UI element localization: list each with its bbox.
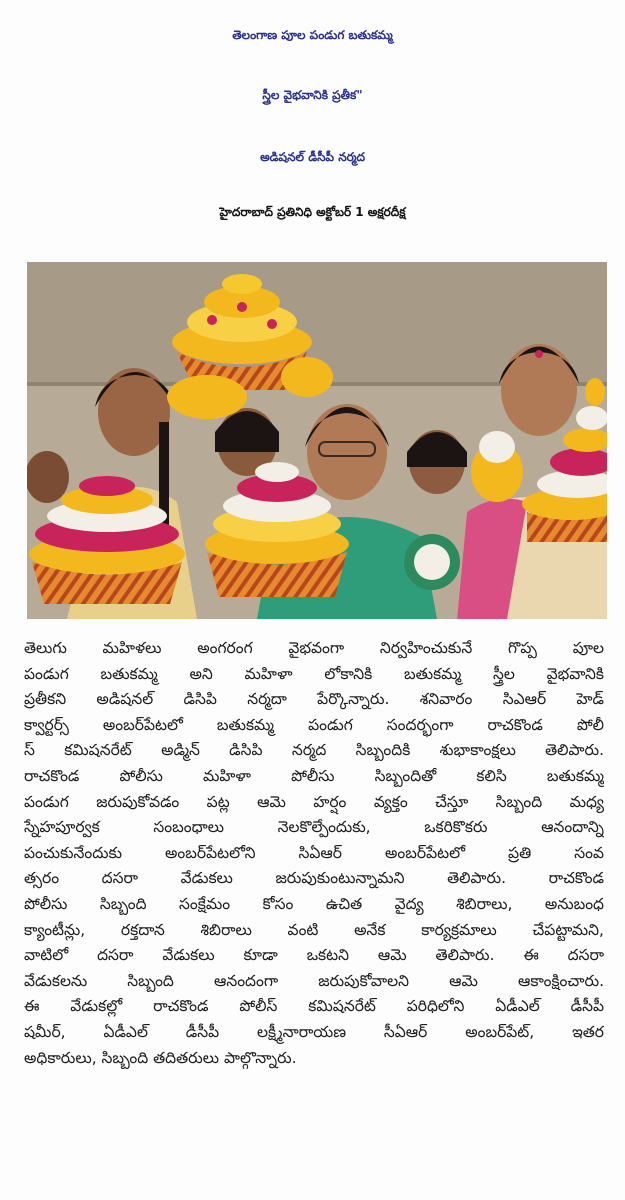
article-line: త్సరం దసరా వేడుకలు జరుపుకుంటున్నామని తెలిపారు. రాచకొండ: [24, 869, 604, 888]
article-body: [24, 636, 604, 1071]
article-line: వేడుకలను సిబ్బంది ఆనందంగా జరుపుకోవాలని ఆమె ఆకాంక్షించారు.: [24, 971, 604, 990]
article-line: పంచుకునేందుకు అంబర్‌పేటలోని సిఏఆర్ అంబర్‌పేటలో ప్రతి సంవ: [24, 843, 604, 862]
article-line: అధికారులు, సిబ్బంది తదితరులు పాల్గొన్నారు.: [24, 1048, 297, 1067]
article-line: పండుగ బతుకమ్మ అని మహిళా లోకానికి బతుకమ్మ స్త్రీల వైభవానికి: [24, 664, 604, 683]
article-line: క్యాంటీన్లు, రక్తదాన శిబిరాలు వంటి అనేక కార్యక్రమాలు చేపట్టామని,: [24, 920, 604, 939]
article-line: క్వార్టర్స్ అంబర్‌పేటలో బతుకమ్మ పండుగ సందర్భంగా రాచకొండ పోలీ: [24, 715, 604, 734]
article-line: పండుగ జరుపుకోవడం పట్ల ఆమె హర్షం వ్యక్తం చేస్తూ సిబ్బంది మధ్య: [24, 792, 604, 811]
headline-line-2: స్త్రీల వైభవానికి ప్రతీక": [262, 88, 363, 102]
article-line: పోలీసు సిబ్బంది సంక్షేమం కోసం ఉచిత వైద్య శిబిరాలు, అనుబంధ: [24, 894, 604, 913]
article-line: స్నేహపూర్వక సంబంధాలు నెలకొల్పేందుకు, ఒకరికొకరు ఆనందాన్ని: [24, 818, 604, 837]
dateline: హైదరాబాద్ ప్రతినిధి అక్టోబర్ 1 అక్షరదీక్ష: [219, 205, 406, 219]
bathukamma-photo: [27, 262, 607, 619]
article-line: షమీర్, ఏడీఎల్ డీసీపీ లక్ష్మీనారాయణ సీఏఆర్ అంబర్‌పేట్, ఇతర: [24, 1022, 604, 1041]
article-line: తెలుగు మహిళలు అంగరంగ వైభవంగా నిర్వహించుకునే గొప్ప పూల: [24, 639, 604, 657]
article-line: వాటిలో దసరా వేడుకలు కూడా ఒకటని ఆమె తెలిపారు. ఈ దసరా: [24, 946, 604, 965]
article-line: ప్రతీకని అడిషనల్ డిసిపి నర్మదా పేర్కొన్నారు. శనివారం సిఎఆర్ హెడ్: [24, 690, 604, 709]
headline-line-3: అడిషనల్ డీసీపీ నర్మద: [260, 150, 365, 164]
article-line: ఈ వేడుకల్లో రాచకొండ పోలీస్ కమిషనరేట్ పరిధిలోని ఏడీఎల్ డీసీపీ: [24, 997, 604, 1016]
bathukamma-photo-icon: [27, 262, 607, 619]
article-line: స్ కమిషనరేట్ అడ్మిన్ డిసిపి నర్మద సిబ్బందికి శుభాకాంక్షలు తెలిపారు.: [24, 741, 604, 760]
article-line: రాచకొండ పోలీసు మహిళా పోలీసు సిబ్బందితో కలిసి బతుకమ్మ: [24, 766, 604, 785]
headline-line-1: తెలంగాణ పూల పండుగ బతుకమ్మ: [232, 28, 393, 42]
